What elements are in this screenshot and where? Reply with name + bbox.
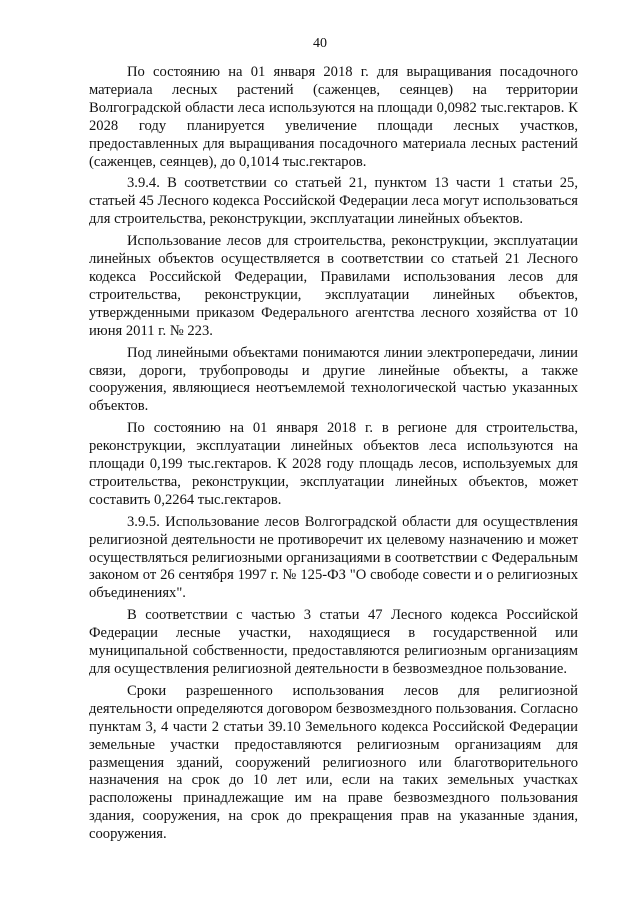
paragraph-section-3-9-5: 3.9.5. Использование лесов Волгоградской области для осуществления религиозной деятельности не противоречит их целевому назначению и может осуществляться религиозными организациями в соответствии с Федеральным законом от 26 сентября 1997 г. № 125-ФЗ "О свободе совести и о религиозных объединениях".	[89, 513, 578, 602]
paragraph-section-3-9-4: 3.9.4. В соответствии со статьей 21, пунктом 13 части 1 статьи 25, статьей 45 Лесного кодекса Российской Федерации леса могут использоваться для строительства, реконструкции, эксплуатации линейных объектов.	[89, 175, 578, 228]
paragraph-seedling-forest-use: По состоянию на 01 января 2018 г. для выращивания посадочного материала лесных растений (саженцев, сеянцев) на территории Волгоградской области леса используются на площади 0,0982 тыс.гектаров. К 2028 году планируется увеличение площади лесных участков, предоставленных для выращивания посадочного материала лесных растений (саженцев, сеянцев), до 0,1014 тыс.гектаров.	[89, 64, 578, 170]
paragraph-linear-objects-area: По состоянию на 01 января 2018 г. в регионе для строительства, реконструкции, эксплуатации линейных объектов леса используются на площади 0,199 тыс.гектаров. К 2028 году площадь лесов, используемых для строительства, реконструкции, эксплуатации линейных объектов, может составить 0,2264 тыс.гектаров.	[89, 420, 578, 508]
document-body	[89, 64, 578, 848]
page-number: 40	[313, 36, 327, 51]
paragraph-religious-organizations: В соответствии с частью 3 статьи 47 Лесного кодекса Российской Федерации лесные участки, находящиеся в государственной или муниципальной собственности, предоставляются религиозным организациям для осуществления религиозной деятельности в безвозмездное пользование.	[89, 607, 578, 677]
paragraph-religious-use-terms: Сроки разрешенного использования лесов для религиозной деятельности определяются договором безвозмездного пользования. Согласно пунктам 3, 4 части 2 статьи 39.10 Земельного кодекса Российской Федерации земельные участки предоставляются религиозным организациям для размещения зданий, сооружений религиозного или благотворительного назначения на срок до 10 лет или, если на таких земельных участках расположены принадлежащие им на праве безвозмездного пользования здания, сооружения, на срок до прекращения прав на указанные здания, сооружения.	[89, 682, 578, 843]
paragraph-linear-objects-definition: Под линейными объектами понимаются линии электропередачи, линии связи, дороги, трубопроводы и другие линейные объекты, а также сооружения, являющиеся неотъемлемой технологической частью указанных объектов.	[89, 344, 578, 415]
paragraph-linear-objects-rules: Использование лесов для строительства, реконструкции, эксплуатации линейных объектов осуществляется в соответствии со статьей 21 Лесного кодекса Российской Федерации, Правилами использования лесов для строительства, реконструкции, эксплуатации линейных объектов, утвержденными приказом Федерального агентства лесного хозяйства от 10 июня 2011 г. № 223.	[89, 233, 578, 339]
